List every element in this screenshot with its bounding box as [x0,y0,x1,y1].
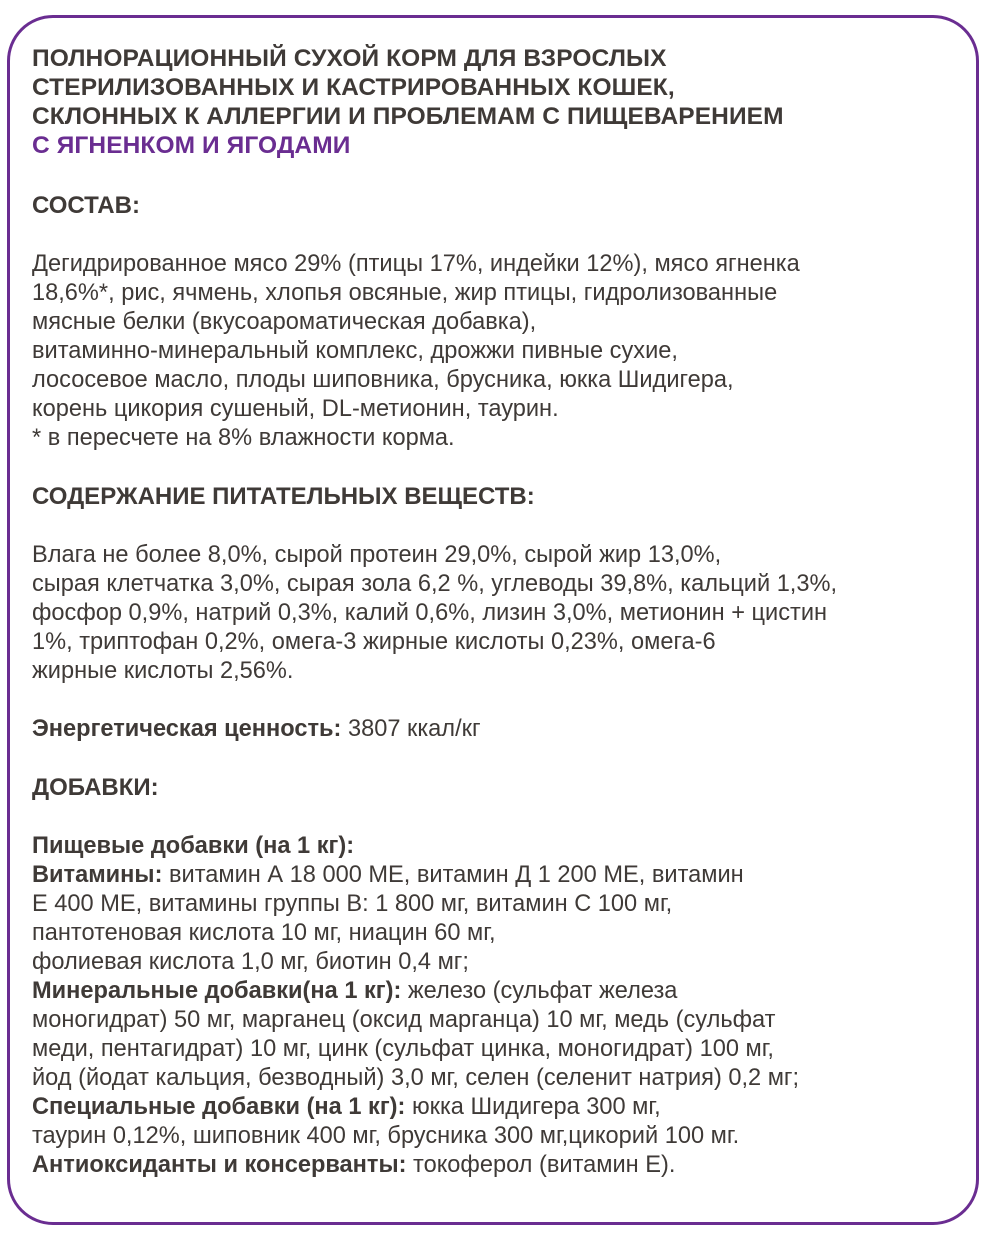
label-content [32,44,972,1180]
product-title-line: СТЕРИЛИЗОВАННЫХ И КАСТРИРОВАННЫХ КОШЕК, [32,74,675,101]
special-label: Специальные добавки (на 1 кг): [32,1094,406,1120]
special-text: юкка Шидигера 300 мг, [405,1094,661,1120]
minerals-line: моногидрат) 50 мг, марганец (оксид марганца) 10 мг, медь (сульфат [32,1007,776,1033]
energy-value: 3807 ккал/кг [341,716,481,742]
additives-heading: ДОБАВКИ: [32,774,159,801]
product-flavor: С ЯГНЕНКОМ И ЯГОДАМИ [32,132,351,159]
product-title [32,44,972,160]
antioxidants-text: токоферол (витамин Е). [406,1152,676,1178]
minerals-label: Минеральные добавки(на 1 кг): [32,978,402,1004]
minerals-text: железо (сульфат железа [401,978,678,1004]
vitamins-first-line [32,861,972,890]
nutrients-line: 1%, триптофан 0,2%, омега-3 жирные кислоты 0,23%, омега-6 [32,629,716,655]
antioxidants-label: Антиоксиданты и консерванты: [32,1152,407,1178]
composition-line: мясные белки (вкусоароматическая добавка), [32,309,537,335]
vitamins-label: Витамины: [32,862,163,888]
composition-line: лососевое масло, плоды шиповника, брусника, юкка Шидигера, [32,367,734,393]
nutrients-line: Влага не более 8,0%, сырой протеин 29,0%, сырой жир 13,0%, [32,542,722,568]
vitamins-line: Е 400 МЕ, витамины группы В: 1 800 мг, витамин С 100 мг, [32,891,673,917]
nutrients-heading: СОДЕРЖАНИЕ ПИТАТЕЛЬНЫХ ВЕЩЕСТВ: [32,483,535,510]
minerals-line: йод (йодат кальция, безводный) 3,0 мг, селен (селенит натрия) 0,2 мг; [32,1065,800,1091]
vitamins-line: фолиевая кислота 1,0 мг, биотин 0,4 мг; [32,949,469,975]
composition-line: 18,6%*, рис, ячмень, хлопья овсяные, жир птицы, гидролизованные [32,280,778,306]
nutrients-line: фосфор 0,9%, натрий 0,3%, калий 0,6%, лизин 3,0%, метионин + цистин [32,600,828,626]
energy-value-row [32,715,972,744]
vitamins-line: пантотеновая кислота 10 мг, ниацин 60 мг, [32,920,496,946]
additives-text [32,832,972,1180]
composition-line: Дегидрированное мясо 29% (птицы 17%, индейки 12%), мясо ягненка [32,251,800,277]
energy-label: Энергетическая ценность: [32,716,342,742]
product-title-line: СКЛОННЫХ К АЛЛЕРГИИ И ПРОБЛЕМАМ С ПИЩЕВАРЕНИЕМ [32,103,784,130]
nutrients-line: сырая клетчатка 3,0%, сырая зола 6,2 %, углеводы 39,8%, кальций 1,3%, [32,571,838,597]
nutrients-text [32,541,972,686]
food-additives-label: Пищевые добавки (на 1 кг): [32,833,355,859]
composition-heading: СОСТАВ: [32,192,140,219]
composition-line: витаминно-минеральный комплекс, дрожжи пивные сухие, [32,338,678,364]
composition-text [32,250,972,453]
special-first-line [32,1093,972,1122]
special-line: таурин 0,12%, шиповник 400 мг, брусника 300 мг,цикорий 100 мг. [32,1123,740,1149]
minerals-first-line [32,977,972,1006]
minerals-line: меди, пентагидрат) 10 мг, цинк (сульфат цинка, моногидрат) 100 мг, [32,1036,774,1062]
antioxidants-line [32,1151,972,1180]
nutrients-line: жирные кислоты 2,56%. [32,658,294,684]
composition-footnote: * в пересчете на 8% влажности корма. [32,425,455,451]
vitamins-text: витамин А 18 000 МЕ, витамин Д 1 200 МЕ, витамин [162,862,744,888]
product-title-line: ПОЛНОРАЦИОННЫЙ СУХОЙ КОРМ ДЛЯ ВЗРОСЛЫХ [32,45,667,72]
composition-line: корень цикория сушеный, DL-метионин, таурин. [32,396,559,422]
